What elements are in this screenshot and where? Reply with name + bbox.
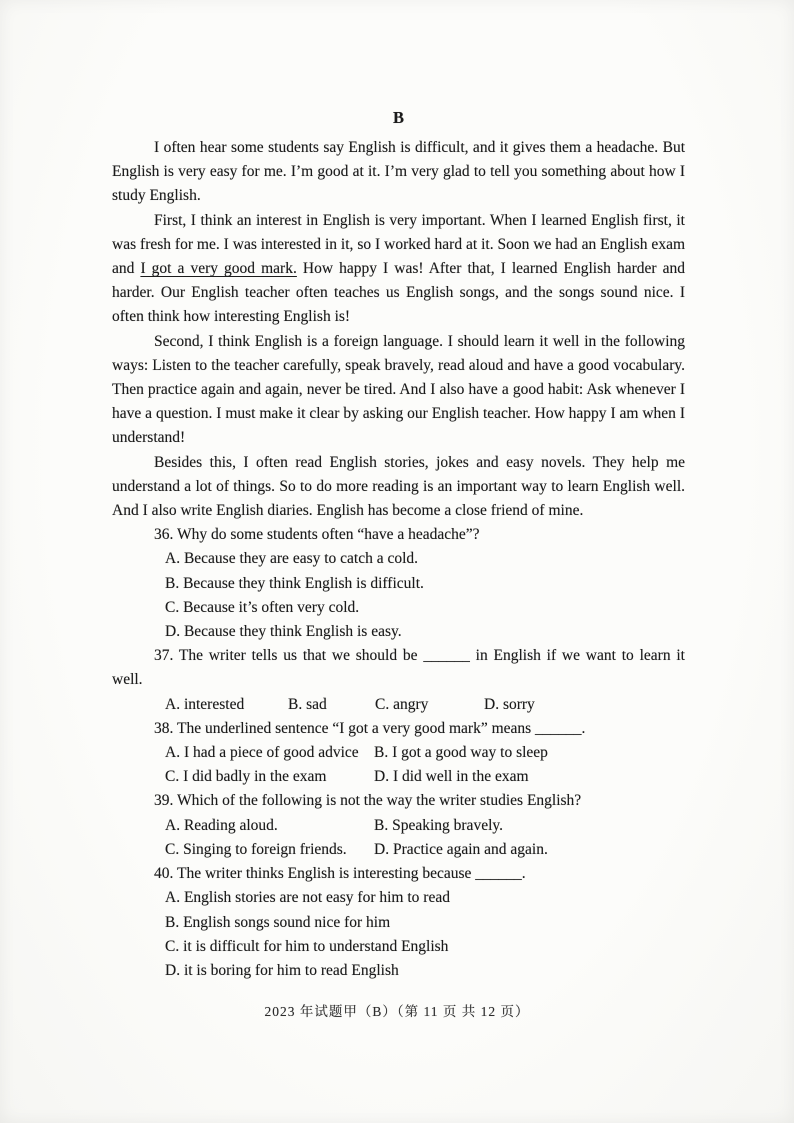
- question-39-option-d: D. Practice again and again.: [374, 840, 548, 858]
- question-38-text: 38. The underlined sentence “I got a very good mark” means ______.: [154, 719, 586, 737]
- question-40-option-c: C. it is difficult for him to understand English: [165, 937, 449, 955]
- question-39-options: [165, 814, 685, 862]
- paragraph-2-text-after: How happy I was! After that, I learned English harder and harder. Our English teacher often teaches us English songs, and the songs sound nice. I often think how interesting English is!: [112, 260, 685, 326]
- passage-paragraph-1: I often hear some students say English is difficult, and it gives them a headache. But English is very easy for me. I’m good at it. I’m very glad to tell you something about how I study English.: [112, 139, 685, 205]
- question-40-option-d: D. it is boring for him to read English: [165, 961, 399, 979]
- question-36-text: 36. Why do some students often “have a headache”?: [154, 526, 480, 544]
- passage-paragraph-3: Second, I think English is a foreign language. I should learn it well in the following ways: Listen to the teacher carefully, speak bravely, read aloud and have a good vocabulary. Then practice again and again, never be tired. And I also have a good habit: Ask whenever I have a question. I must make it clear by asking our English teacher. How happy I am when I understand!: [112, 332, 685, 447]
- question-37-option-d: D. sorry: [484, 695, 535, 713]
- page-footer: 2023 年试题甲（B）（第 11 页 共 12 页）: [264, 1004, 530, 1019]
- question-40-text: 40. The writer thinks English is interesting because ______.: [154, 865, 526, 883]
- section-label: B: [392, 108, 404, 127]
- question-38-option-a: A. I had a piece of good advice: [165, 744, 359, 762]
- question-38-option-c: C. I did badly in the exam: [165, 768, 327, 786]
- question-39-text: 39. Which of the following is not the way the writer studies English?: [154, 792, 582, 810]
- paragraph-2-text-before: First, I think an interest in English is very important. When I learned English first, it was fresh for me. I was interested in it, so I worked hard at it. Soon we had an English exam and: [112, 211, 685, 278]
- passage-paragraph-2: [112, 209, 685, 330]
- question-38-option-b: B. I got a good way to sleep: [374, 744, 548, 762]
- question-36-option-b: B. Because they think English is difficult.: [165, 574, 424, 592]
- underlined-sentence: I got a very good mark.: [140, 260, 297, 278]
- question-39-option-a: A. Reading aloud.: [165, 816, 278, 834]
- question-40-option-a: A. English stories are not easy for him to read: [165, 889, 450, 907]
- question-39-option-c: C. Singing to foreign friends.: [165, 840, 347, 858]
- question-38-option-d: D. I did well in the exam: [374, 768, 529, 786]
- question-36-option-c: C. Because it’s often very cold.: [165, 598, 360, 616]
- passage-paragraph-4: Besides this, I often read English stories, jokes and easy novels. They help me understand a lot of things. So to do more reading is an important way to learn English well. And I also write English diaries. English has become a close friend of mine.: [112, 453, 685, 520]
- exam-content: [112, 104, 685, 983]
- question-36-option-d: D. Because they think English is easy.: [165, 623, 402, 641]
- question-37-options: [165, 693, 685, 717]
- question-40-options: [165, 886, 685, 983]
- question-37-option-c: C. angry: [375, 695, 429, 713]
- question-37-option-a: A. interested: [165, 695, 245, 713]
- question-37-text: 37. The writer tells us that we should be ______ in English if we want to learn it well.: [112, 647, 685, 689]
- question-40-option-b: B. English songs sound nice for him: [165, 913, 391, 931]
- question-37-option-b: B. sad: [288, 695, 327, 713]
- question-39-option-b: B. Speaking bravely.: [374, 816, 503, 834]
- question-36-option-a: A. Because they are easy to catch a cold.: [165, 550, 419, 568]
- question-38-options: [165, 741, 685, 789]
- question-36-options: [165, 547, 685, 644]
